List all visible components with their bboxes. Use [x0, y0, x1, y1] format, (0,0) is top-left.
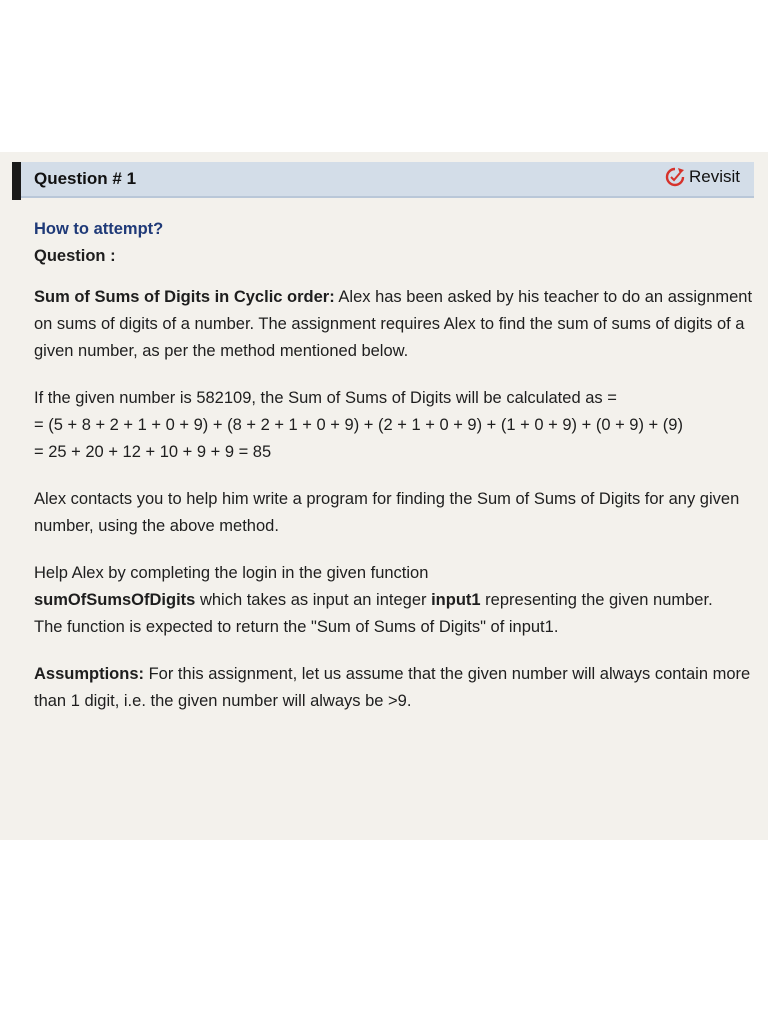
function-name: sumOfSumsOfDigits: [34, 591, 196, 609]
contact-paragraph: Alex contacts you to help him write a program for finding the Sum of Sums of Digits for any given number, using the above method.: [34, 490, 740, 535]
revisit-label: Revisit: [688, 167, 740, 186]
help-suffix: representing the given number.: [480, 591, 713, 609]
example-line-1: If the given number is 582109, the Sum of Sums of Digits will be calculated as =: [34, 389, 617, 407]
help-paragraph: [34, 560, 756, 641]
example-line-3: = 25 + 20 + 12 + 10 + 9 + 9 = 85: [34, 443, 272, 461]
example-line-2: = (5 + 8 + 2 + 1 + 0 + 9) + (8 + 2 + 1 + 0 + 9) + (2 + 1 + 0 + 9) + (1 + 0 + 9) + (0 + 9) + (9): [34, 416, 683, 434]
question-content: [34, 216, 756, 735]
assumptions-text: For this assignment, let us assume that the given number will always contain more than 1 digit, i.e. the given number will always be >9.: [34, 665, 751, 710]
question-panel: [0, 152, 768, 840]
question-number: Question # 1: [34, 169, 137, 188]
problem-title: Sum of Sums of Digits in Cyclic order:: [34, 288, 335, 306]
problem-statement: [34, 284, 756, 365]
assumptions-label: Assumptions:: [34, 665, 145, 683]
revisit-button[interactable]: [665, 167, 740, 187]
example-block: [34, 385, 756, 466]
help-prefix: Help Alex by completing the login in the given function: [34, 564, 429, 582]
question-header: [12, 162, 754, 198]
help-middle: which takes as input an integer: [195, 591, 432, 609]
assumptions-paragraph: [34, 661, 756, 715]
how-to-attempt-heading: How to attempt?: [34, 220, 164, 238]
header-accent-bar: [12, 162, 21, 200]
question-label: Question :: [34, 247, 116, 265]
param-name: input1: [431, 591, 481, 609]
help-function-line: [34, 587, 756, 614]
problem-description: Alex has been asked by his teacher to do an assignment on sums of digits of a number. The assignment requires Alex to find the sum of sums of digits of a given number, as per the method mentioned below.: [34, 288, 753, 360]
revisit-icon: [665, 167, 685, 187]
return-text: The function is expected to return the "Sum of Sums of Digits" of input1.: [34, 618, 559, 636]
